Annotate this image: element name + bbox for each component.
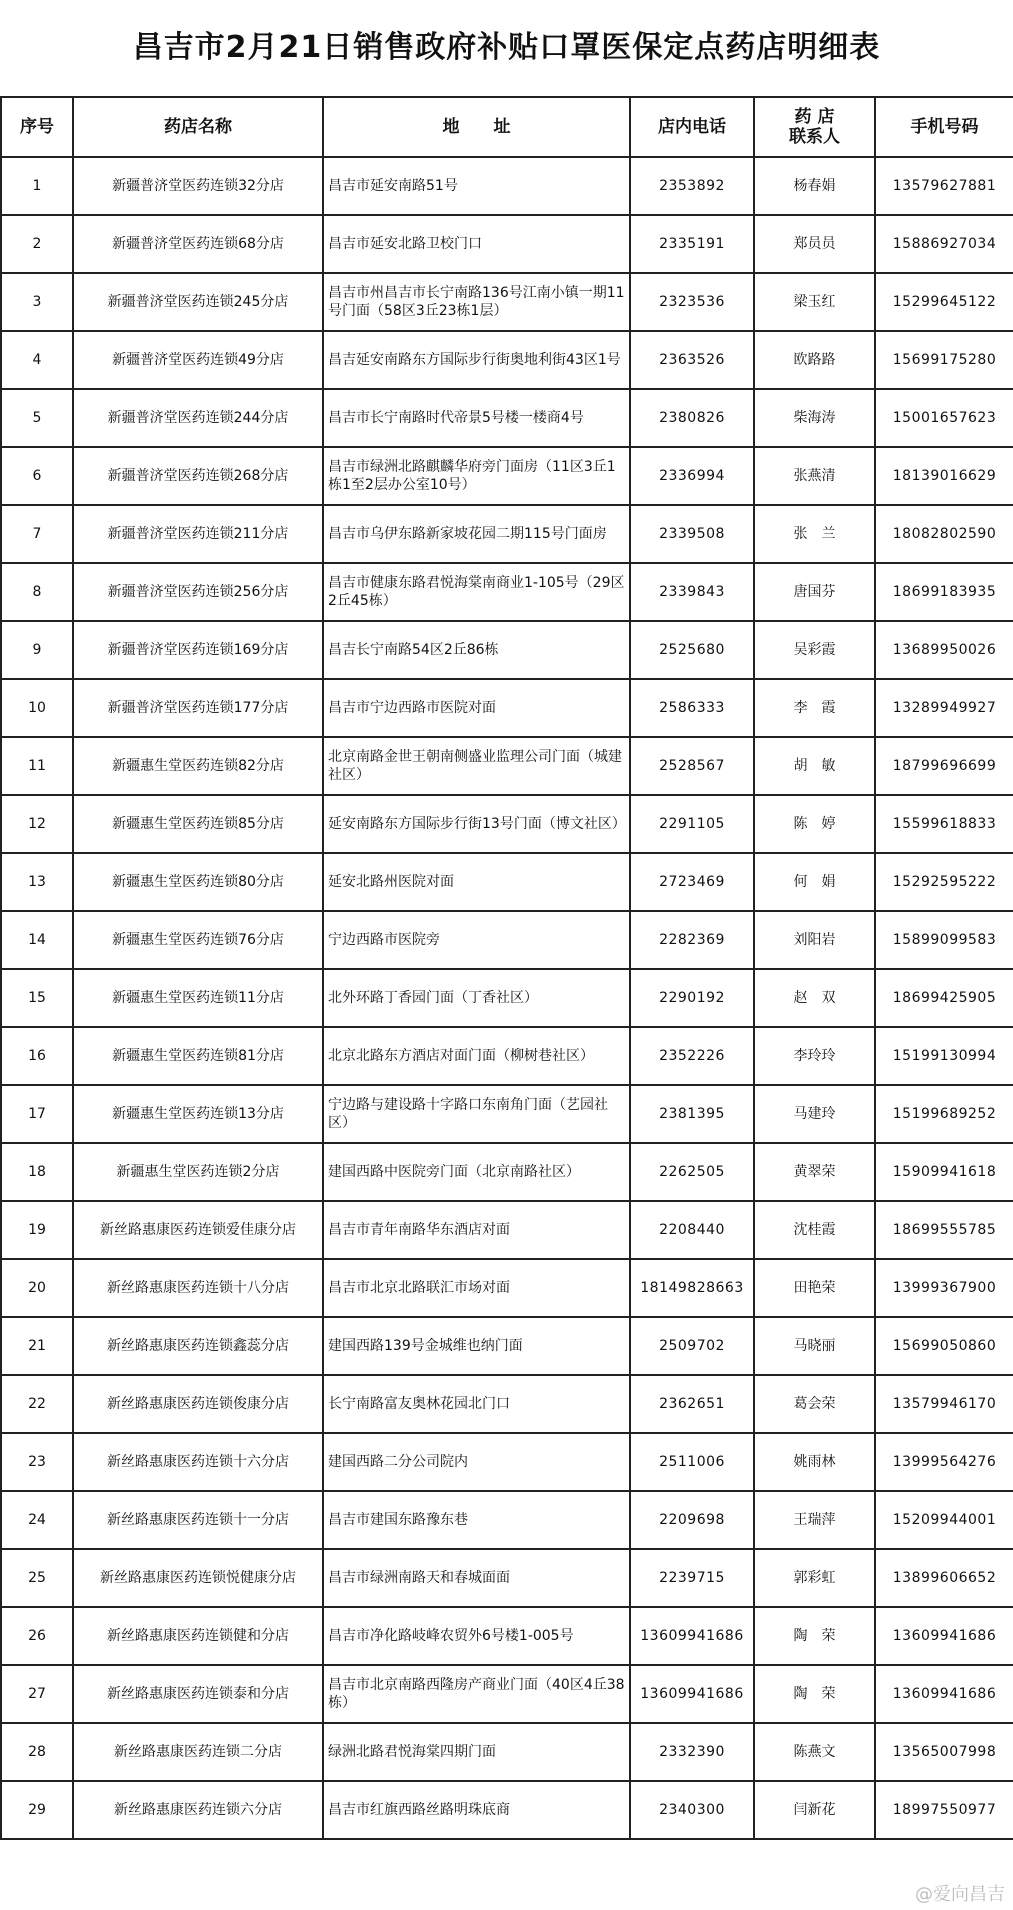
- cell-mobile: 13999367900: [875, 1259, 1013, 1317]
- cell-pharmacy-name: 新丝路惠康医药连锁十一分店: [73, 1491, 323, 1549]
- header-name: 药店名称: [73, 97, 323, 157]
- cell-index: 15: [1, 969, 73, 1027]
- cell-mobile: 15299645122: [875, 273, 1013, 331]
- cell-contact: 郭彩虹: [754, 1549, 875, 1607]
- table-body: [1, 157, 1013, 1839]
- table-row: [1, 1259, 1013, 1317]
- cell-mobile: 15599618833: [875, 795, 1013, 853]
- cell-contact: 姚雨林: [754, 1433, 875, 1491]
- cell-contact: 葛会荣: [754, 1375, 875, 1433]
- cell-mobile: 15209944001: [875, 1491, 1013, 1549]
- header-mobile: 手机号码: [875, 97, 1013, 157]
- cell-contact: 杨春娟: [754, 157, 875, 215]
- cell-pharmacy-name: 新疆惠生堂医药连锁80分店: [73, 853, 323, 911]
- cell-contact: 胡 敏: [754, 737, 875, 795]
- cell-pharmacy-name: 新疆普济堂医药连锁68分店: [73, 215, 323, 273]
- table-row: [1, 911, 1013, 969]
- cell-store-phone: 2511006: [630, 1433, 754, 1491]
- cell-mobile: 18699425905: [875, 969, 1013, 1027]
- cell-contact: 田艳荣: [754, 1259, 875, 1317]
- cell-address: 昌吉市乌伊东路新家坡花园二期115号门面房: [323, 505, 630, 563]
- table-row: [1, 1723, 1013, 1781]
- cell-store-phone: 2340300: [630, 1781, 754, 1839]
- cell-store-phone: 2323536: [630, 273, 754, 331]
- cell-mobile: 18139016629: [875, 447, 1013, 505]
- cell-contact: 李 霞: [754, 679, 875, 737]
- cell-address: 建国西路二分公司院内: [323, 1433, 630, 1491]
- cell-pharmacy-name: 新疆惠生堂医药连锁76分店: [73, 911, 323, 969]
- cell-index: 25: [1, 1549, 73, 1607]
- cell-index: 22: [1, 1375, 73, 1433]
- cell-mobile: 13289949927: [875, 679, 1013, 737]
- cell-store-phone: 2290192: [630, 969, 754, 1027]
- cell-pharmacy-name: 新丝路惠康医药连锁健和分店: [73, 1607, 323, 1665]
- cell-index: 16: [1, 1027, 73, 1085]
- cell-pharmacy-name: 新丝路惠康医药连锁泰和分店: [73, 1665, 323, 1723]
- cell-index: 26: [1, 1607, 73, 1665]
- cell-store-phone: 13609941686: [630, 1607, 754, 1665]
- cell-index: 20: [1, 1259, 73, 1317]
- cell-contact: 梁玉红: [754, 273, 875, 331]
- cell-mobile: 13565007998: [875, 1723, 1013, 1781]
- cell-pharmacy-name: 新疆普济堂医药连锁211分店: [73, 505, 323, 563]
- cell-index: 18: [1, 1143, 73, 1201]
- cell-index: 12: [1, 795, 73, 853]
- table-row: [1, 621, 1013, 679]
- cell-index: 17: [1, 1085, 73, 1143]
- cell-pharmacy-name: 新丝路惠康医药连锁六分店: [73, 1781, 323, 1839]
- cell-store-phone: 13609941686: [630, 1665, 754, 1723]
- cell-mobile: 13999564276: [875, 1433, 1013, 1491]
- cell-pharmacy-name: 新丝路惠康医药连锁鑫蕊分店: [73, 1317, 323, 1375]
- table-row: [1, 1317, 1013, 1375]
- cell-address: 昌吉市绿洲南路天和春城面面: [323, 1549, 630, 1607]
- cell-index: 29: [1, 1781, 73, 1839]
- cell-index: 1: [1, 157, 73, 215]
- cell-pharmacy-name: 新丝路惠康医药连锁十六分店: [73, 1433, 323, 1491]
- cell-mobile: 13609941686: [875, 1665, 1013, 1723]
- table-row: [1, 1085, 1013, 1143]
- cell-store-phone: 2291105: [630, 795, 754, 853]
- table-row: [1, 505, 1013, 563]
- cell-address: 昌吉长宁南路54区2丘86栋: [323, 621, 630, 679]
- cell-store-phone: 2336994: [630, 447, 754, 505]
- cell-pharmacy-name: 新疆普济堂医药连锁245分店: [73, 273, 323, 331]
- cell-contact: 吴彩霞: [754, 621, 875, 679]
- cell-index: 24: [1, 1491, 73, 1549]
- cell-store-phone: 2525680: [630, 621, 754, 679]
- cell-address: 昌吉市宁边西路市医院对面: [323, 679, 630, 737]
- cell-pharmacy-name: 新疆惠生堂医药连锁82分店: [73, 737, 323, 795]
- cell-address: 昌吉市州昌吉市长宁南路136号江南小镇一期11号门面（58区3丘23栋1层）: [323, 273, 630, 331]
- cell-index: 7: [1, 505, 73, 563]
- cell-mobile: 15292595222: [875, 853, 1013, 911]
- cell-address: 昌吉市北京南路西隆房产商业门面（40区4丘38栋）: [323, 1665, 630, 1723]
- cell-index: 10: [1, 679, 73, 737]
- watermark: @爱向昌吉: [915, 1884, 1005, 1905]
- cell-pharmacy-name: 新疆惠生堂医药连锁2分店: [73, 1143, 323, 1201]
- table-row: [1, 157, 1013, 215]
- pharmacy-table: [0, 96, 1013, 1840]
- cell-mobile: 18799696699: [875, 737, 1013, 795]
- cell-pharmacy-name: 新疆普济堂医药连锁169分店: [73, 621, 323, 679]
- cell-pharmacy-name: 新丝路惠康医药连锁二分店: [73, 1723, 323, 1781]
- cell-mobile: 13899606652: [875, 1549, 1013, 1607]
- cell-address: 昌吉延安南路东方国际步行街奥地利街43区1号: [323, 331, 630, 389]
- cell-store-phone: 2262505: [630, 1143, 754, 1201]
- cell-mobile: 18997550977: [875, 1781, 1013, 1839]
- table-row: [1, 1201, 1013, 1259]
- cell-address: 建国西路中医院旁门面（北京南路社区）: [323, 1143, 630, 1201]
- cell-contact: 张 兰: [754, 505, 875, 563]
- cell-address: 昌吉市北京北路联汇市场对面: [323, 1259, 630, 1317]
- cell-mobile: 15699050860: [875, 1317, 1013, 1375]
- cell-address: 北京北路东方酒店对面门面（柳树巷社区）: [323, 1027, 630, 1085]
- cell-index: 6: [1, 447, 73, 505]
- cell-contact: 马建玲: [754, 1085, 875, 1143]
- header-phone: 店内电话: [630, 97, 754, 157]
- cell-mobile: 15199689252: [875, 1085, 1013, 1143]
- cell-pharmacy-name: 新疆普济堂医药连锁177分店: [73, 679, 323, 737]
- cell-index: 8: [1, 563, 73, 621]
- cell-mobile: 15699175280: [875, 331, 1013, 389]
- cell-store-phone: 2381395: [630, 1085, 754, 1143]
- table-row: [1, 795, 1013, 853]
- header-contact: 药 店 联系人: [754, 97, 875, 157]
- cell-contact: 陈燕文: [754, 1723, 875, 1781]
- table-header-row: [1, 97, 1013, 157]
- cell-store-phone: 2282369: [630, 911, 754, 969]
- table-row: [1, 447, 1013, 505]
- cell-mobile: 15899099583: [875, 911, 1013, 969]
- cell-pharmacy-name: 新丝路惠康医药连锁十八分店: [73, 1259, 323, 1317]
- cell-contact: 李玲玲: [754, 1027, 875, 1085]
- cell-index: 5: [1, 389, 73, 447]
- cell-mobile: 15199130994: [875, 1027, 1013, 1085]
- cell-pharmacy-name: 新疆普济堂医药连锁244分店: [73, 389, 323, 447]
- table-row: [1, 1433, 1013, 1491]
- cell-mobile: 15909941618: [875, 1143, 1013, 1201]
- table-row: [1, 1549, 1013, 1607]
- table-row: [1, 563, 1013, 621]
- cell-contact: 黄翠荣: [754, 1143, 875, 1201]
- cell-contact: 王瑞萍: [754, 1491, 875, 1549]
- cell-address: 昌吉市净化路岐峰农贸外6号楼1-005号: [323, 1607, 630, 1665]
- cell-index: 3: [1, 273, 73, 331]
- table-row: [1, 1491, 1013, 1549]
- cell-address: 昌吉市延安北路卫校门口: [323, 215, 630, 273]
- cell-pharmacy-name: 新丝路惠康医药连锁悦健康分店: [73, 1549, 323, 1607]
- table-row: [1, 969, 1013, 1027]
- cell-store-phone: 2723469: [630, 853, 754, 911]
- cell-store-phone: 2352226: [630, 1027, 754, 1085]
- cell-mobile: 18699183935: [875, 563, 1013, 621]
- cell-store-phone: 2363526: [630, 331, 754, 389]
- page-title: 昌吉市2月21日销售政府补贴口罩医保定点药店明细表: [132, 30, 881, 65]
- table-row: [1, 1027, 1013, 1085]
- cell-store-phone: 2209698: [630, 1491, 754, 1549]
- cell-mobile: 18699555785: [875, 1201, 1013, 1259]
- cell-pharmacy-name: 新疆普济堂医药连锁268分店: [73, 447, 323, 505]
- cell-address: 昌吉市健康东路君悦海棠南商业1-105号（29区2丘45栋）: [323, 563, 630, 621]
- cell-store-phone: 18149828663: [630, 1259, 754, 1317]
- table-row: [1, 331, 1013, 389]
- table-row: [1, 1375, 1013, 1433]
- cell-mobile: 13689950026: [875, 621, 1013, 679]
- cell-address: 昌吉市青年南路华东酒店对面: [323, 1201, 630, 1259]
- cell-index: 11: [1, 737, 73, 795]
- cell-contact: 柴海涛: [754, 389, 875, 447]
- cell-contact: 唐国芬: [754, 563, 875, 621]
- table-row: [1, 215, 1013, 273]
- cell-index: 2: [1, 215, 73, 273]
- cell-pharmacy-name: 新丝路惠康医药连锁俊康分店: [73, 1375, 323, 1433]
- cell-address: 宁边西路市医院旁: [323, 911, 630, 969]
- cell-index: 23: [1, 1433, 73, 1491]
- cell-index: 13: [1, 853, 73, 911]
- cell-store-phone: 2528567: [630, 737, 754, 795]
- cell-pharmacy-name: 新疆惠生堂医药连锁11分店: [73, 969, 323, 1027]
- cell-contact: 闫新花: [754, 1781, 875, 1839]
- cell-store-phone: 2339508: [630, 505, 754, 563]
- cell-mobile: 15886927034: [875, 215, 1013, 273]
- cell-contact: 陈 婷: [754, 795, 875, 853]
- table-row: [1, 679, 1013, 737]
- cell-address: 宁边路与建设路十字路口东南角门面（艺园社区）: [323, 1085, 630, 1143]
- cell-address: 长宁南路富友奥林花园北门口: [323, 1375, 630, 1433]
- cell-store-phone: 2335191: [630, 215, 754, 273]
- table-row: [1, 273, 1013, 331]
- cell-index: 19: [1, 1201, 73, 1259]
- cell-address: 延安南路东方国际步行街13号门面（博文社区）: [323, 795, 630, 853]
- cell-index: 14: [1, 911, 73, 969]
- cell-index: 4: [1, 331, 73, 389]
- cell-mobile: 13609941686: [875, 1607, 1013, 1665]
- cell-contact: 郑员员: [754, 215, 875, 273]
- header-index: 序号: [1, 97, 73, 157]
- cell-pharmacy-name: 新疆普济堂医药连锁32分店: [73, 157, 323, 215]
- cell-store-phone: 2332390: [630, 1723, 754, 1781]
- cell-address: 延安北路州医院对面: [323, 853, 630, 911]
- cell-contact: 欧路路: [754, 331, 875, 389]
- cell-store-phone: 2509702: [630, 1317, 754, 1375]
- cell-contact: 刘阳岩: [754, 911, 875, 969]
- cell-address: 北外环路丁香园门面（丁香社区）: [323, 969, 630, 1027]
- cell-pharmacy-name: 新疆普济堂医药连锁49分店: [73, 331, 323, 389]
- cell-contact: 陶 荣: [754, 1607, 875, 1665]
- cell-store-phone: 2362651: [630, 1375, 754, 1433]
- cell-address: 北京南路金世王朝南侧盛业监理公司门面（城建社区）: [323, 737, 630, 795]
- cell-index: 28: [1, 1723, 73, 1781]
- table-row: [1, 853, 1013, 911]
- cell-store-phone: 2353892: [630, 157, 754, 215]
- cell-index: 9: [1, 621, 73, 679]
- cell-pharmacy-name: 新疆惠生堂医药连锁13分店: [73, 1085, 323, 1143]
- cell-address: 绿洲北路君悦海棠四期门面: [323, 1723, 630, 1781]
- cell-contact: 马晓丽: [754, 1317, 875, 1375]
- cell-contact: 陶 荣: [754, 1665, 875, 1723]
- cell-index: 21: [1, 1317, 73, 1375]
- cell-store-phone: 2380826: [630, 389, 754, 447]
- cell-mobile: 18082802590: [875, 505, 1013, 563]
- header-address: 地 址: [323, 97, 630, 157]
- cell-index: 27: [1, 1665, 73, 1723]
- cell-contact: 何 娟: [754, 853, 875, 911]
- table-row: [1, 389, 1013, 447]
- table-row: [1, 1781, 1013, 1839]
- cell-pharmacy-name: 新丝路惠康医药连锁爱佳康分店: [73, 1201, 323, 1259]
- cell-store-phone: 2239715: [630, 1549, 754, 1607]
- cell-pharmacy-name: 新疆普济堂医药连锁256分店: [73, 563, 323, 621]
- cell-mobile: 13579946170: [875, 1375, 1013, 1433]
- cell-contact: 张燕清: [754, 447, 875, 505]
- cell-address: 昌吉市绿洲北路麒麟华府旁门面房（11区3丘1栋1至2层办公室10号）: [323, 447, 630, 505]
- cell-address: 昌吉市红旗西路丝路明珠底商: [323, 1781, 630, 1839]
- cell-address: 昌吉市延安南路51号: [323, 157, 630, 215]
- cell-pharmacy-name: 新疆惠生堂医药连锁85分店: [73, 795, 323, 853]
- cell-store-phone: 2208440: [630, 1201, 754, 1259]
- cell-address: 昌吉市长宁南路时代帝景5号楼一楼商4号: [323, 389, 630, 447]
- cell-mobile: 13579627881: [875, 157, 1013, 215]
- cell-store-phone: 2586333: [630, 679, 754, 737]
- table-row: [1, 1607, 1013, 1665]
- table-row: [1, 1143, 1013, 1201]
- cell-address: 建国西路139号金城维也纳门面: [323, 1317, 630, 1375]
- table-row: [1, 737, 1013, 795]
- table-row: [1, 1665, 1013, 1723]
- cell-address: 昌吉市建国东路豫东巷: [323, 1491, 630, 1549]
- cell-contact: 沈桂霞: [754, 1201, 875, 1259]
- cell-store-phone: 2339843: [630, 563, 754, 621]
- cell-mobile: 15001657623: [875, 389, 1013, 447]
- cell-contact: 赵 双: [754, 969, 875, 1027]
- cell-pharmacy-name: 新疆惠生堂医药连锁81分店: [73, 1027, 323, 1085]
